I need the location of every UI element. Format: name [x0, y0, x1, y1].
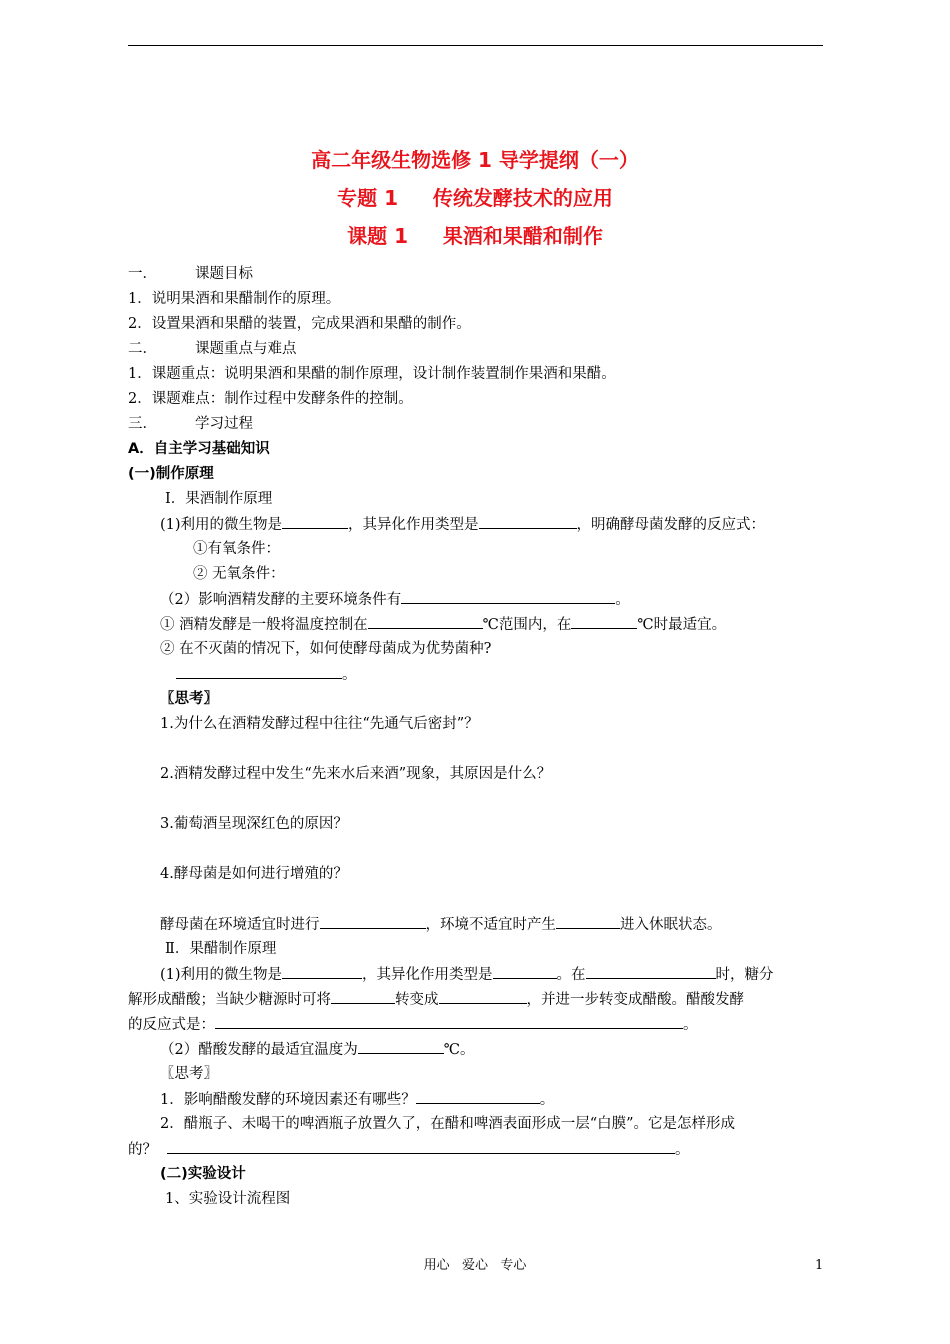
subsection-heading: (二)实验设计	[160, 1166, 246, 1182]
vinegar-equation	[128, 1014, 698, 1035]
answer-blank	[493, 964, 557, 979]
text: 。	[615, 592, 630, 608]
vinegar-principle-heading: Ⅱ．果醋制作原理	[165, 941, 277, 957]
vinegar-think-1	[160, 1089, 554, 1110]
key-point-item: 1．课题重点：说明果酒和果醋的制作原理，设计制作装置制作果酒和果醋。	[128, 366, 616, 382]
text: 1．影响醋酸发酵的环境因素还有哪些？	[160, 1092, 416, 1108]
think-question: 1.为什么在酒精发酵过程中往往“先通气后密封”？	[160, 716, 479, 732]
text: ℃范围内，在	[482, 617, 572, 633]
flowchart-item: 1、实验设计流程图	[165, 1191, 291, 1207]
text: 。	[342, 667, 357, 683]
anaerobic-condition: ② 无氧条件：	[193, 566, 285, 582]
section-title: 课题重点与难点	[195, 341, 297, 357]
answer-blank	[571, 614, 637, 629]
answer-blank	[368, 614, 483, 629]
text: （2）影响酒精发酵的主要环境条件有	[160, 592, 402, 608]
goal-item: 1．说明果酒和果醋制作的原理。	[128, 291, 341, 307]
wine-principle-heading: Ⅰ．果酒制作原理	[165, 491, 273, 507]
vinegar-question-1-cont	[128, 989, 744, 1010]
wine-question-1	[160, 514, 765, 535]
text: 。在	[556, 967, 586, 983]
dominant-strain-answer	[176, 664, 357, 685]
section-title: 课题目标	[195, 266, 253, 282]
text: 酵母菌在环境适宜时进行	[160, 917, 320, 933]
think-heading: 〖思考〗	[160, 691, 218, 707]
aerobic-condition: ①有氧条件：	[193, 541, 280, 557]
text: (1)利用的微生物是	[160, 967, 283, 983]
answer-blank	[320, 914, 426, 929]
answer-blank	[167, 1139, 675, 1154]
answer-blank	[586, 964, 716, 979]
answer-blank	[215, 1014, 683, 1029]
topic-heading: 专题 1 传统发酵技术的应用	[337, 186, 613, 210]
header-rule	[128, 45, 823, 46]
answer-blank	[401, 589, 615, 604]
think-question: 2.酒精发酵过程中发生“先来水后来酒”现象，其原因是什么？	[160, 766, 552, 782]
text: ，并进一步转变成醋酸。醋酸发酵	[526, 992, 744, 1008]
text: 转变成	[395, 992, 439, 1008]
answer-blank	[416, 1089, 540, 1104]
dominant-strain-question: ② 在不灭菌的情况下，如何使酵母菌成为优势菌种?	[160, 641, 492, 657]
answer-blank	[358, 1039, 444, 1054]
vinegar-think-2-cont	[128, 1139, 690, 1160]
goal-item: 2．设置果酒和果醋的装置，完成果酒和果醋的制作。	[128, 316, 471, 332]
text: ① 酒精发酵是一般将温度控制在	[160, 617, 368, 633]
answer-blank	[439, 989, 527, 1004]
text: ，其异化作用类型是	[362, 967, 493, 983]
subsection-heading: (一)制作原理	[128, 466, 214, 482]
vinegar-temperature	[160, 1039, 474, 1060]
think-question: 4.酵母菌是如何进行增殖的？	[160, 866, 348, 882]
section-title: 学习过程	[195, 416, 253, 432]
text: ℃时最适宜。	[637, 617, 727, 633]
vinegar-question-1	[160, 964, 774, 985]
answer-blank	[556, 914, 620, 929]
wine-question-2	[160, 589, 630, 610]
section-number: 二．	[128, 341, 157, 357]
text: 。	[539, 1092, 555, 1108]
text: ，明确酵母菌发酵的反应式：	[576, 517, 766, 533]
text: 。	[675, 1142, 690, 1158]
think-question: 3.葡萄酒呈现深红色的原因？	[160, 816, 348, 832]
answer-blank	[282, 964, 362, 979]
think-heading: 〖思考〗	[160, 1066, 218, 1082]
text: ，环境不适宜时产生	[425, 917, 556, 933]
answer-blank	[282, 514, 348, 529]
text: 。	[683, 1017, 698, 1033]
text: ℃。	[443, 1042, 475, 1058]
section-number: 三．	[128, 416, 157, 432]
text: （2）醋酸发酵的最适宜温度为	[160, 1042, 358, 1058]
subsection-heading: A．自主学习基础知识	[128, 441, 270, 457]
answer-blank	[331, 989, 395, 1004]
answer-blank	[176, 664, 342, 679]
section-number: 一．	[128, 266, 157, 282]
lesson-heading: 课题 1 果酒和果醋和制作	[347, 224, 603, 248]
text: (1)利用的微生物是	[160, 517, 283, 533]
text: ，其异化作用类型是	[348, 517, 479, 533]
text: 的反应式是：	[128, 1017, 215, 1033]
footer-motto: 用心 爱心 专心	[423, 1258, 527, 1273]
text: 解形成醋酸；当缺少糖源时可将	[128, 992, 331, 1008]
text: 时，糖分	[715, 967, 774, 983]
text: 进入休眠状态。	[620, 917, 722, 933]
answer-blank	[479, 514, 577, 529]
yeast-reproduction	[160, 914, 722, 935]
wine-temperature	[160, 614, 726, 635]
vinegar-think-2: 2．醋瓶子、未喝干的啤酒瓶子放置久了，在醋和啤酒表面形成一层“白膜”。它是怎样形成	[160, 1116, 736, 1132]
text: 的？	[128, 1142, 157, 1158]
key-point-item: 2．课题难点：制作过程中发酵条件的控制。	[128, 391, 413, 407]
page-number: 1	[815, 1258, 824, 1273]
document-title: 高二年级生物选修 1 导学提纲（一）	[311, 148, 639, 172]
